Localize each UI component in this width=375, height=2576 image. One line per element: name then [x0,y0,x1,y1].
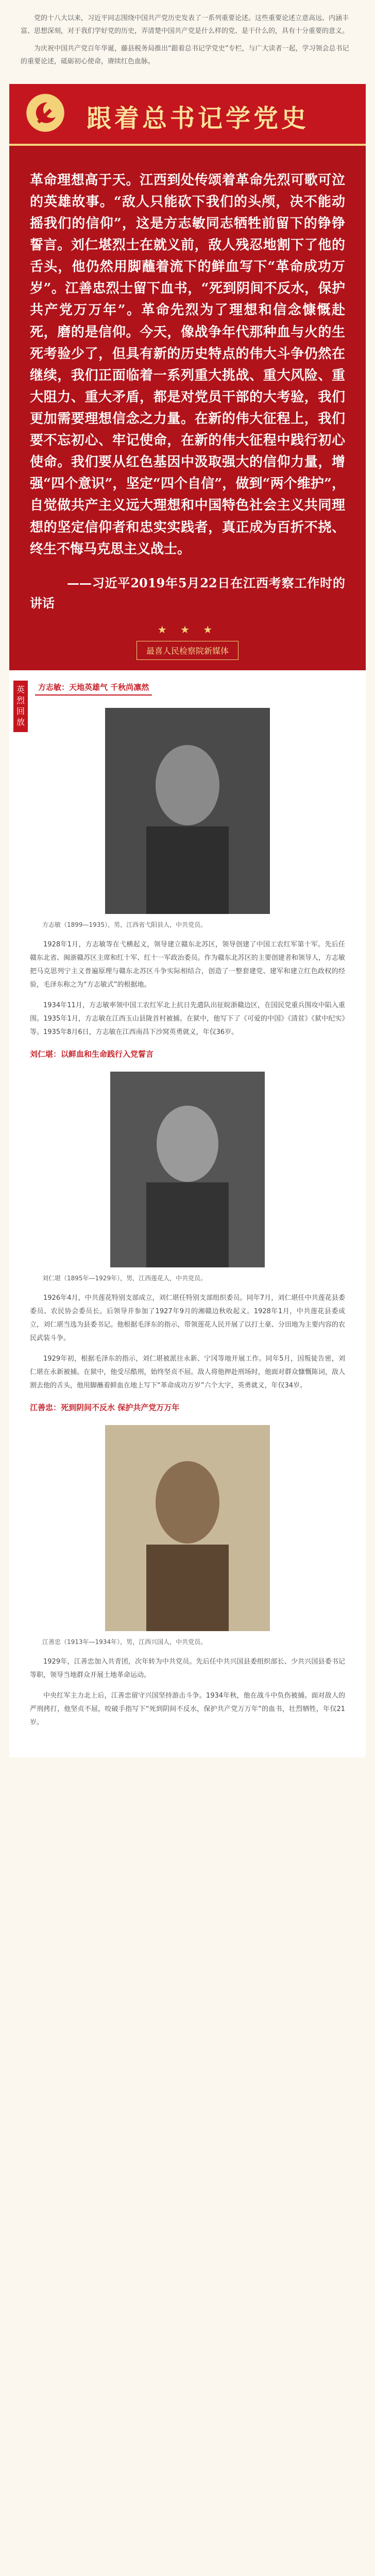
jiang-shanzhong-portrait [105,1425,270,1631]
fang-caption: 方志敏（1899—1935），男，江西省弋阳县人，中共党员。 [42,921,207,929]
intro-paragraph: 党的十八大以来，习近平同志围绕中国共产党历史发表了一系列重要论述。这些重要论述立意高远、内涵丰富、思想深刻，对于我们学好党的历史，弄清楚中国共产党是什么样的党、是干什么的，具有十分重要的意义。 [21,14,349,35]
jiang-paragraph: 1929年，江善忠加入共青团，次年转为中共党员。先后任中共兴国县委组织部长、少共兴国县委书记等职，领导当地群众开展土地革命运动。 [30,1658,345,1680]
fang-zhimin-portrait [105,708,270,914]
intro-paragraph: 为庆祝中国共产党百年华诞，藤县税务局推出“跟着总书记学党史”专栏，与广大读者一起，学习领会总书记的重要论述，砥砺初心使命，赓续红色血脉。 [21,45,349,66]
column-banner [9,84,366,146]
quote-body: 革命理想高于天。江西到处传颂着革命先烈可歌可泣的英雄故事。“敌人只能砍下我们的头颅，决不能动摇我们的信仰”，这是方志敏同志牺牲前留下的铮铮誓言。刘仁堪烈士在就义前，敌人残忍地割下了他的舌头，他仍然用脚蘸着流下的鲜血写下“革命成功万岁”。江善忠烈士留下血书，“死到阴间不反水，保护共产党万万年”。革命先烈为了理想和信念慷慨赴死，磨的是信仰。今天，像战争年代那种血与火的生死考验少了，但具有新的历史特点的伟大斗争仍然在继续，我们正面临着一系列重大挑战、重大风险、重大阻力、重大矛盾，都是对党员干部的大考验，我们更加需要理想信念之力量。在新的伟大征程上，我们要不忘初心、牢记使命，在新的伟大征程中践行初心使命。我们要从红色基因中汲取强大的信仰力量，增强“四个意识”，坚定“四个自信”，做到“两个维护”，自觉做共产主义远大理想和中国特色社会主义共同理想的坚定信仰者和忠实实践者，真正成为百折不挠、终生不悔马克思主义战士。 [30,172,345,557]
section-side-tab: 英烈回放 [13,681,28,732]
fang-section-title: 方志敏：天地英雄气 千秋尚凛然 [35,680,152,696]
liu-section-title: 刘仁堪：以鲜血和生命践行入党誓言 [30,1049,154,1059]
party-emblem-icon [25,92,66,133]
decorative-stars: ★ ★ ★ [157,623,218,636]
fang-paragraph: 1928年1月，方志敏等在弋横起义，领导建立赣东北苏区，领导创建了中国工农红军第十军。先后任赣东北省、闽浙赣苏区主席和红十军、红十一军政治委员。作为赣东北苏区的主要创建者和领导人，方志敏把马克思列宁主义普遍原理与赣东北苏区斗争实际相结合，创造了一整套建党、建军和建立红色政权的经验，毛泽东称之为“方志敏式”的根据地。 [30,941,345,989]
martyrs-section [9,670,366,1757]
quote-source: ——习近平2019年5月22日在江西考察工作时的讲话 [30,575,345,611]
source-tag-label: 最喜人民检察院新媒体 [137,641,238,660]
liu-caption: 刘仁堪（1895年—1929年），男，江西莲花人，中共党员。 [42,1275,207,1282]
jiang-section-title: 江善忠：死到阴间不反水 保护共产党万万年 [30,1403,180,1413]
banner-title: 跟着总书记学党史 [87,104,310,133]
liu-renkan-portrait [110,1072,265,1267]
jiang-caption: 江善忠（1913年—1934年），男，江西兴国人，中共党员。 [42,1638,207,1646]
fang-paragraph: 1934年11月，方志敏率领中国工农红军北上抗日先遣队出征皖浙赣边区，在国民党重兵围攻中陷入重围。1935年1月，方志敏在江西玉山县陇首村被捕。在狱中，他写下了《可爱的中国》《清贫》《狱中纪实》等。1935年8月6日，方志敏在江西南昌下沙窝英勇就义，年仅36岁。 [30,1002,345,1037]
quote-panel [9,146,366,671]
source-tag [9,641,366,660]
liu-paragraph: 1929年初，根据毛泽东的指示，刘仁堪被派往永新、宁冈等地开展工作。同年5月，因叛徒告密，刘仁堪在永新被捕。在狱中，他受尽酷刑，始终坚贞不屈。敌人将他押赴刑场时，他面对群众慷慨陈词，敌人割去他的舌头，他用脚蘸着鲜血在地上写下“革命成功万岁”六个大字，英勇就义，年仅34岁。 [30,1355,345,1390]
quote-text [30,170,345,614]
jiang-paragraph: 中央红军主力北上后，江善忠留守兴国坚持游击斗争。1934年秋，他在战斗中负伤被捕。面对敌人的严刑拷打，他坚贞不屈，咬破手指写下“死到阴间不反水，保护共产党万万年”的血书，壮烈牺牲，年仅21岁。 [30,1692,345,1727]
liu-paragraph: 1926年4月，中共莲花特别支部成立，刘仁堪任特别支部组织委员。同年7月，刘仁堪任中共莲花县委委员、农民协会委员长。后领导并参加了1927年9月的湘赣边秋收起义。1928年1月，中共莲花县委成立，刘仁堪当选为县委书记。他根据毛泽东的指示，带领莲花人民开展了以打土豪、分田地为主要内容的农民武装斗争。 [30,1294,345,1343]
intro-block [0,0,375,84]
